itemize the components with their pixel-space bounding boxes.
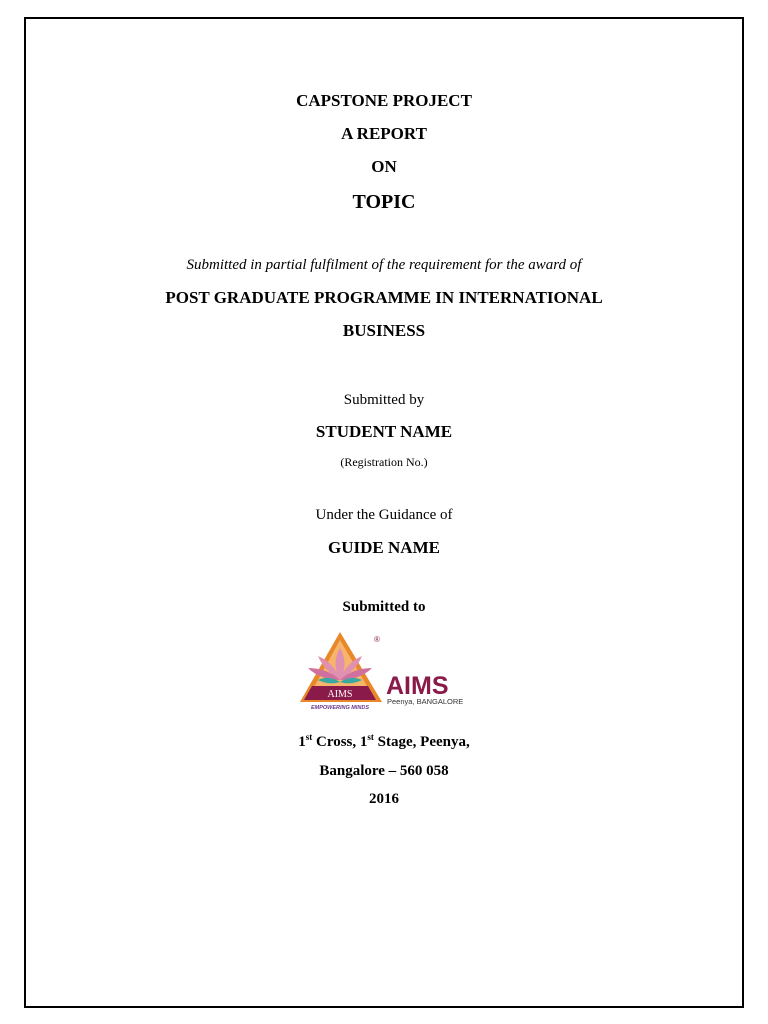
logo-location: Peenya, BANGALORE — [387, 697, 464, 706]
aims-logo — [298, 630, 470, 712]
report-type-title: CAPSTONE PROJECT — [296, 91, 472, 110]
report-subtitle: A REPORT — [341, 124, 427, 143]
report-on-label: ON — [371, 157, 397, 176]
award-note: Submitted in partial fulfilment of the requirement for the award of — [186, 257, 582, 273]
submission-year: 2016 — [369, 791, 399, 807]
logo-wordmark: AIMS — [386, 672, 449, 700]
logo-emblem-text: AIMS — [327, 689, 353, 700]
submitted-by-label: Submitted by — [343, 392, 425, 408]
student-name: STUDENT NAME — [315, 422, 453, 441]
guidance-label: Under the Guidance of — [315, 507, 453, 523]
guide-name: GUIDE NAME — [328, 538, 440, 557]
programme-name-line2: BUSINESS — [342, 321, 426, 340]
report-topic: TOPIC — [352, 191, 416, 213]
submitted-to-label: Submitted to — [342, 599, 426, 615]
address-line1: 1st Cross, 1st Stage, Peenya, — [298, 732, 470, 750]
registration-number: (Registration No.) — [340, 455, 428, 469]
address-line2: Bangalore – 560 058 — [319, 763, 449, 779]
logo-tagline: EMPOWERING MINDS — [310, 705, 370, 711]
programme-name-line1: POST GRADUATE PROGRAMME IN INTERNATIONAL — [165, 288, 603, 307]
registered-mark: ® — [374, 635, 380, 644]
